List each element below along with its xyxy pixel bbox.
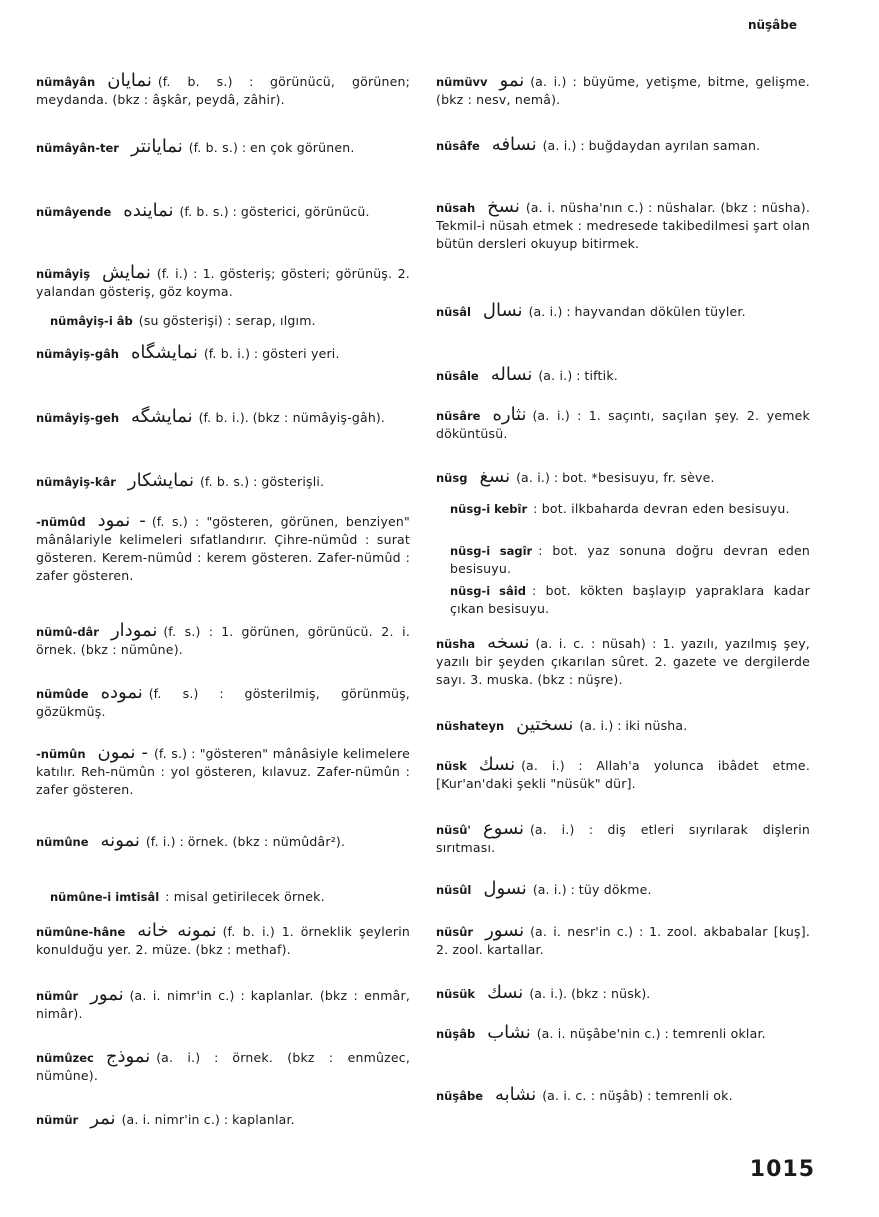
headword: nümüvv	[436, 75, 488, 89]
dictionary-entry	[436, 716, 810, 735]
arabic-script: نمايش	[102, 262, 151, 283]
dictionary-entry	[36, 512, 410, 585]
headword: -nümûd	[36, 515, 86, 529]
definition: (f. i.) : örnek. (bkz : nümûdâr²).	[145, 834, 346, 849]
definition: (a. i. nimr'in c.) : kaplanlar. (bkz : enmâr, nimâr).	[36, 988, 410, 1021]
dictionary-entry	[436, 468, 810, 487]
arabic-script: نمونه خانه	[137, 920, 217, 941]
headword: nüsg-i sagîr	[450, 544, 533, 558]
arabic-script: نمايشگاه	[131, 342, 198, 363]
headword: nüsûr	[436, 925, 474, 939]
headword: nümür	[36, 1113, 79, 1127]
headword: nüsg-i kebîr	[450, 502, 528, 516]
dictionary-entry	[36, 922, 410, 959]
arabic-script: نمر	[90, 1108, 116, 1129]
dictionary-entry	[436, 198, 810, 253]
headword: nüsha	[436, 637, 476, 651]
definition: (a. i.) : büyüme, yetişme, bitme, gelişme. (bkz : nesv, nemâ).	[436, 74, 810, 107]
dictionary-subentry	[436, 500, 810, 518]
dictionary-entry	[36, 344, 410, 363]
arabic-script: نموده	[100, 682, 143, 703]
arabic-script: نمو	[499, 70, 525, 91]
headword: nüsah	[436, 201, 476, 215]
dictionary-entry	[36, 408, 410, 427]
arabic-script: نسور	[485, 920, 525, 941]
arabic-script: نشاب	[487, 1022, 531, 1043]
dictionary-entry	[436, 302, 810, 321]
dictionary-entry	[36, 622, 410, 659]
arabic-script: نماينده	[123, 200, 174, 221]
arabic-script: نشابه	[495, 1084, 537, 1105]
dictionary-subentry	[36, 312, 410, 330]
dictionary-entry	[36, 138, 410, 157]
definition: (a. i.) : hayvandan dökülen tüyler.	[528, 304, 746, 319]
definition: (f. b. i.) : gösteri yeri.	[203, 346, 340, 361]
headword: nümâyân-ter	[36, 141, 119, 155]
definition: (a. i.) : Allah'a yolunca ibâdet etme. [Kur'an'daki şekli "nüsük" dür].	[436, 758, 810, 791]
arabic-script: نمودار	[110, 620, 158, 641]
dictionary-entry	[36, 202, 410, 221]
headword: nüsâl	[436, 305, 471, 319]
arabic-script: نسغ	[479, 466, 511, 487]
definition: (f. s.) : "gösteren, görünen, benziyen" mânâlariyle kelimeleri sıfatlandırır. Çihre-nümûd : surat gösteren. Kerem-nümûd : kerem gösteren. Zafer-nümûd : zafer gösteren.	[36, 514, 411, 583]
running-head: nüşâbe	[747, 18, 797, 32]
dictionary-subentry	[436, 582, 810, 618]
headword: nümâyiş-i âb	[50, 314, 133, 328]
arabic-script: نمايشگه	[131, 406, 193, 427]
dictionary-entry	[436, 922, 810, 959]
definition: (f. b. s.) : gösterişli.	[200, 474, 325, 489]
headword: nümû-dâr	[36, 625, 99, 639]
definition: (f. s.) : "gösteren" mânâsiyle kelimelere katılır. Reh-nümûn : yol gösteren, kılavuz. Zafer-nümûn : zafer gösteren.	[36, 746, 410, 797]
headword: nümâyiş-kâr	[36, 475, 116, 489]
dictionary-entry	[36, 472, 410, 491]
dictionary-subentry	[36, 888, 410, 906]
definition: (f. s.) : gösterilmiş, görünmüş, gözükmüş.	[36, 686, 410, 719]
dictionary-entry	[436, 880, 810, 899]
page-number: 1015	[749, 1157, 815, 1182]
headword: nümâyân	[36, 75, 96, 89]
headword: -nümûn	[36, 747, 86, 761]
definition: (f. s.) : 1. görünen, görünücü. 2. i. örnek. (bkz : nümûne).	[36, 624, 410, 657]
definition: (f. i.) : 1. gösteriş; gösteri; görünüş. 2. yalandan gösteriş, göz koyma.	[36, 266, 410, 299]
dictionary-entry	[436, 406, 810, 443]
dictionary-entry	[36, 1048, 410, 1085]
dictionary-entry	[36, 986, 410, 1023]
headword: nümâyiş-gâh	[36, 347, 119, 361]
definition: (f. b. i.) 1. örneklik şeylerin konulduğu yer. 2. müze. (bkz : methaf).	[36, 924, 410, 957]
headword: nümâyiş-geh	[36, 411, 120, 425]
arabic-script: نسك	[487, 982, 524, 1003]
definition: (a. i. c. : nüsah) : 1. yazılı, yazılmış şey, yazılı bir şeyden çıkarılan sûret. 2. gazete ve dergilerde sayı. 3. muska. (bkz : nüşre).	[436, 636, 810, 687]
dictionary-entry	[436, 72, 810, 109]
dictionary-entry	[436, 634, 810, 689]
headword: nümûr	[36, 989, 79, 1003]
arabic-script: نمون -	[97, 742, 148, 763]
definition: (a. i. nüsha'nın c.) : nüshalar. (bkz : nüsha). Tekmil-i nüsah etmek : medresede takibedilmesi şart olan bütün dersleri okuyup bitirmek.	[436, 200, 810, 251]
definition: (a. i.) : iki nüsha.	[579, 718, 688, 733]
arabic-script: نمور	[90, 984, 124, 1005]
arabic-script: نسخ	[487, 196, 520, 217]
headword: nümûde	[36, 687, 89, 701]
headword: nüsük	[436, 987, 476, 1001]
definition: (a. i.) : bot. *besisuyu, fr. sève.	[516, 470, 715, 485]
dictionary-entry	[436, 820, 810, 857]
definition: (a. i.) : tiftik.	[538, 368, 618, 383]
headword: nüsâre	[436, 409, 481, 423]
arabic-script: نسال	[482, 300, 523, 321]
definition: (a. i. nesr'in c.) : 1. zool. akbabalar [kuş]. 2. zool. kartallar.	[436, 924, 810, 957]
dictionary-entry	[36, 1110, 410, 1129]
dictionary-entry	[36, 744, 410, 799]
headword: nüsg-i sâid	[450, 584, 526, 598]
definition: (f. b. i.). (bkz : nümâyiş-gâh).	[198, 410, 385, 425]
headword: nüsûl	[436, 883, 472, 897]
headword: nüsû'	[436, 823, 471, 837]
definition: (a. i.) : tüy dökme.	[532, 882, 652, 897]
arabic-script: نثاره	[492, 404, 527, 425]
arabic-script: نمايانتر	[130, 136, 183, 157]
dictionary-entry	[436, 136, 810, 155]
dictionary-entry	[36, 832, 410, 851]
headword: nüşâb	[436, 1027, 476, 1041]
definition: : bot. yaz sonuna doğru devran eden besisuyu.	[450, 543, 811, 576]
arabic-script: نمونه	[100, 830, 140, 851]
headword: nümûne-hâne	[36, 925, 126, 939]
definition: (a. i. c. : nüşâb) : temrenli ok.	[542, 1088, 733, 1103]
definition: : misal getirilecek örnek.	[165, 889, 325, 904]
dictionary-entry	[436, 1086, 810, 1105]
headword: nüshateyn	[436, 719, 505, 733]
dictionary-entry	[436, 984, 810, 1003]
definition: (su gösterişi) : serap, ılgım.	[138, 313, 316, 328]
arabic-script: نسختين	[516, 714, 574, 735]
arabic-script: نسافه	[491, 134, 537, 155]
headword: nüsâfe	[436, 139, 480, 153]
definition: (a. i.) : diş etleri sıyrılarak dişlerin sırıtması.	[436, 822, 810, 855]
definition: : bot. ilkbaharda devran eden besisuyu.	[533, 501, 790, 516]
arabic-script: نمايشكار	[127, 470, 194, 491]
headword: nümûzec	[36, 1051, 94, 1065]
arabic-script: نسخه	[487, 632, 530, 653]
definition: (a. i. nüşâbe'nin c.) : temrenli oklar.	[536, 1026, 766, 1041]
dictionary-entry	[436, 756, 810, 793]
dictionary-entry	[436, 1024, 810, 1043]
definition: : bot. kökten başlayıp yapraklara kadar çıkan besisuyu.	[450, 583, 810, 616]
headword: nümûne	[36, 835, 89, 849]
dictionary-entry	[436, 366, 810, 385]
arabic-script: نموذج	[105, 1046, 151, 1067]
definition: (a. i.) : 1. saçıntı, saçılan şey. 2. yemek döküntüsü.	[436, 408, 810, 441]
definition: (a. i.) : örnek. (bkz : enmûzec, nümûne).	[36, 1050, 410, 1083]
headword: nüşâbe	[436, 1089, 484, 1103]
headword: nümâyende	[36, 205, 112, 219]
dictionary-entry	[36, 264, 410, 301]
arabic-script: نسوع	[482, 818, 525, 839]
arabic-script: نمود -	[97, 510, 146, 531]
headword: nümûne-i imtisâl	[50, 890, 160, 904]
arabic-script: نسك	[478, 754, 516, 775]
arabic-script: نساله	[490, 364, 533, 385]
definition: (f. b. s.) : en çok görünen.	[188, 140, 355, 155]
headword: nümâyiş	[36, 267, 91, 281]
arabic-script: نسول	[483, 878, 527, 899]
definition: (f. b. s.) : görünücü, görünen; meydanda. (bkz : âşkâr, peydâ, zâhir).	[36, 74, 410, 107]
definition: (a. i.). (bkz : nüsk).	[529, 986, 651, 1001]
headword: nüsg	[436, 471, 468, 485]
headword: nüsâle	[436, 369, 479, 383]
dictionary-subentry	[436, 542, 810, 578]
dictionary-entry	[36, 72, 410, 109]
headword: nüsk	[436, 759, 467, 773]
dictionary-entry	[36, 684, 410, 721]
definition: (a. i. nimr'in c.) : kaplanlar.	[121, 1112, 295, 1127]
definition: (f. b. s.) : gösterici, görünücü.	[179, 204, 370, 219]
definition: (a. i.) : buğdaydan ayrılan saman.	[542, 138, 761, 153]
arabic-script: نمايان	[107, 70, 152, 91]
